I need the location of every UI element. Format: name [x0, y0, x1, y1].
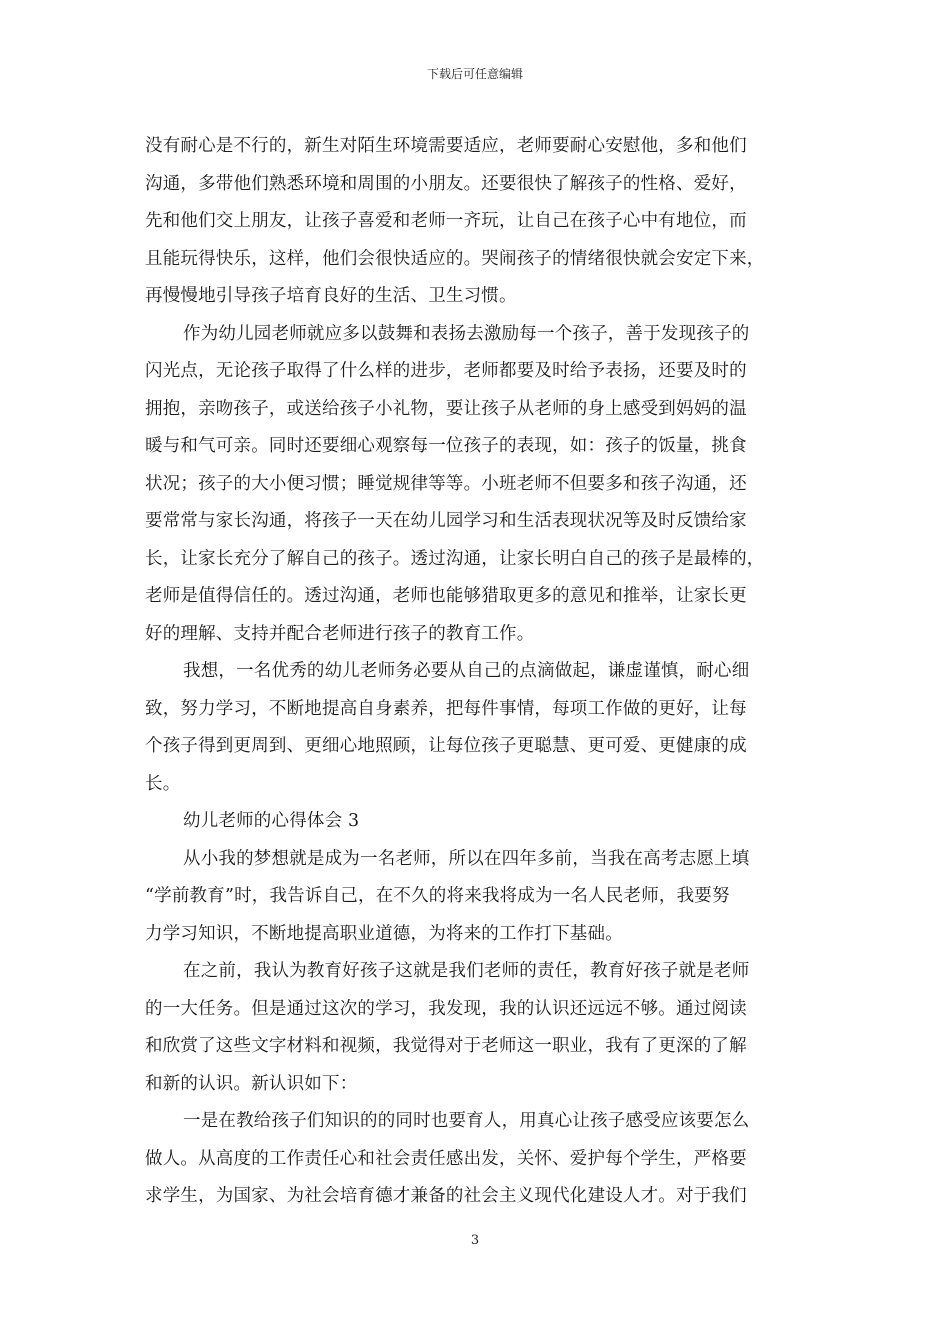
- text-line: 个孩子得到更周到、更细心地照顾，让每位孩子更聪慧、更可爱、更健康的成: [145, 736, 747, 756]
- text-line: 在之前，我认为教育好孩子这就是我们老师的责任，教育好孩子就是老师: [183, 961, 750, 981]
- text-line: 沟通，多带他们熟悉环境和周围的小朋友。还要很快了解孩子的性格、爱好，: [145, 173, 747, 194]
- text-line: 我想，一名优秀的幼儿老师务必要从自己的点滴做起，谦虚谨慎，耐心细: [183, 661, 750, 681]
- text-line: 力学习知识，不断地提高职业道德，为将来的工作打下基础。: [145, 923, 623, 944]
- text-line: 作为幼儿园老师就应多以鼓舞和表扬去激励每一个孩子，善于发现孩子的: [183, 323, 750, 344]
- text-line: 状况；孩子的大小便习惯；睡觉规律等等。小班老师不但要多和孩子沟通，还: [145, 473, 747, 494]
- text-line: “学前教育”时，我告诉自己，在不久的将来我将成为一名人民老师，我要努: [145, 886, 730, 906]
- page-number: 3: [470, 1233, 480, 1248]
- text-line: 好的理解、支持并配合老师进行孩子的教育工作。: [145, 623, 535, 644]
- text-line: 暖与和气可亲。同时还要细心观察每一位孩子的表现，如：孩子的饭量，挑食: [145, 436, 747, 456]
- text-line: 长。: [145, 773, 181, 794]
- text-line: 和欣赏了这些文字材料和视频，我觉得对于老师这一职业，我有了更深的了解: [145, 1036, 747, 1056]
- text-line: 幼儿老师的心得体会 3: [183, 811, 360, 831]
- text-line: 没有耐心是不行的，新生对陌生环境需要适应，老师要耐心安慰他，多和他们: [145, 136, 747, 156]
- text-line: 拥抱，亲吻孩子，或送给孩子小礼物，要让孩子从老师的身上感受到妈妈的温: [145, 398, 747, 419]
- text-line: 和新的认识。新认识如下：: [145, 1073, 358, 1094]
- text-line: 做人。从高度的工作责任心和社会责任感出发，关怀、爱护每个学生，严格要: [145, 1148, 747, 1169]
- text-line: 的一大任务。但是通过这次的学习，我发现，我的认识还远远不够。通过阅读: [145, 998, 747, 1019]
- text-line: 再慢慢地引导孩子培育良好的生活、卫生习惯。: [145, 286, 517, 306]
- text-line: 闪光点，无论孩子取得了什么样的进步，老师都要及时给予表扬，还要及时的: [145, 361, 747, 381]
- text-line: 要常常与家长沟通，将孩子一天在幼儿园学习和生活表现状况等及时反馈给家: [145, 511, 747, 531]
- text-line: 求学生，为国家、为社会培育德才兼备的社会主义现代化建设人才。对于我们: [145, 1186, 747, 1206]
- text-line: 老师是值得信任的。透过沟通，老师也能够猎取更多的意见和推举，让家长更: [145, 586, 747, 606]
- text-line: 致，努力学习，不断地提高自身素养，把每件事情，每项工作做的更好，让每: [145, 698, 747, 719]
- text-line: 且能玩得快乐，这样，他们会很快适应的。哭闹孩子的情绪很快就会安定下来，: [145, 248, 765, 269]
- page-header: 下载后可任意编辑: [426, 67, 523, 81]
- text-line: 先和他们交上朋友，让孩子喜爱和老师一齐玩，让自己在孩子心中有地位，而: [145, 211, 747, 231]
- text-line: 一是在教给孩子们知识的的同时也要育人，用真心让孩子感受应该要怎么: [183, 1111, 750, 1131]
- text-line: 从小我的梦想就是成为一名老师，所以在四年多前，当我在高考志愿上填: [183, 848, 750, 869]
- document-body: [145, 128, 813, 1216]
- text-line: 长，让家长充分了解自己的孩子。透过沟通，让家长明白自己的孩子是最棒的，: [145, 548, 765, 569]
